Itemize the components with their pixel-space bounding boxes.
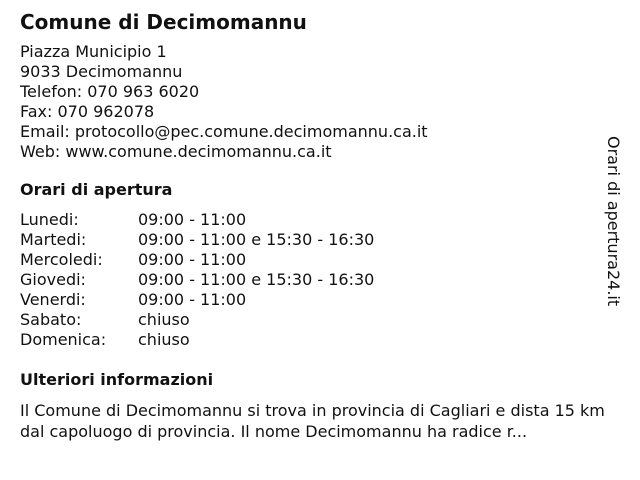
site-watermark: Orari di apertura24.it [604,136,623,307]
hours-day: Sabato: [20,310,82,329]
hours-row-tuesday [20,230,620,250]
municipality-card [20,8,620,442]
hours-time: chiuso [138,310,190,329]
hours-row-monday [20,210,620,230]
web-line: Web: www.comune.decimomannu.ca.it [20,142,332,161]
hours-time: 09:00 - 11:00 [138,290,247,309]
city-line: 9033 Decimomannu [20,62,183,81]
hours-time: 09:00 - 11:00 [138,250,247,269]
address-line: Piazza Municipio 1 [20,42,167,61]
further-info-text: Il Comune di Decimomannu si trova in provincia di Cagliari e dista 15 km dal capoluogo di provincia. Il nome Decimomannu ha radice r... [20,401,605,441]
page-title: Comune di Decimomannu [20,10,307,34]
opening-hours-table [20,210,620,350]
hours-day: Venerdi: [20,290,86,309]
hours-time: 09:00 - 11:00 [138,210,247,229]
fax-line: Fax: 070 962078 [20,102,155,121]
contact-block [20,42,620,162]
phone-line: Telefon: 070 963 6020 [20,82,200,101]
further-info-heading: Ulteriori informazioni [20,370,214,389]
opening-hours-heading: Orari di apertura [20,180,173,199]
hours-time: 09:00 - 11:00 e 15:30 - 16:30 [138,270,375,289]
hours-time: chiuso [138,330,190,349]
hours-day: Giovedi: [20,270,86,289]
email-line: Email: protocollo@pec.comune.decimomannu.ca.it [20,122,428,141]
hours-day: Lunedi: [20,210,79,229]
hours-row-wednesday [20,250,620,270]
hours-row-sunday [20,330,620,350]
hours-day: Martedi: [20,230,87,249]
hours-row-thursday [20,270,620,290]
hours-row-friday [20,290,620,310]
hours-row-saturday [20,310,620,330]
hours-time: 09:00 - 11:00 e 15:30 - 16:30 [138,230,375,249]
hours-day: Domenica: [20,330,107,349]
hours-day: Mercoledi: [20,250,103,269]
